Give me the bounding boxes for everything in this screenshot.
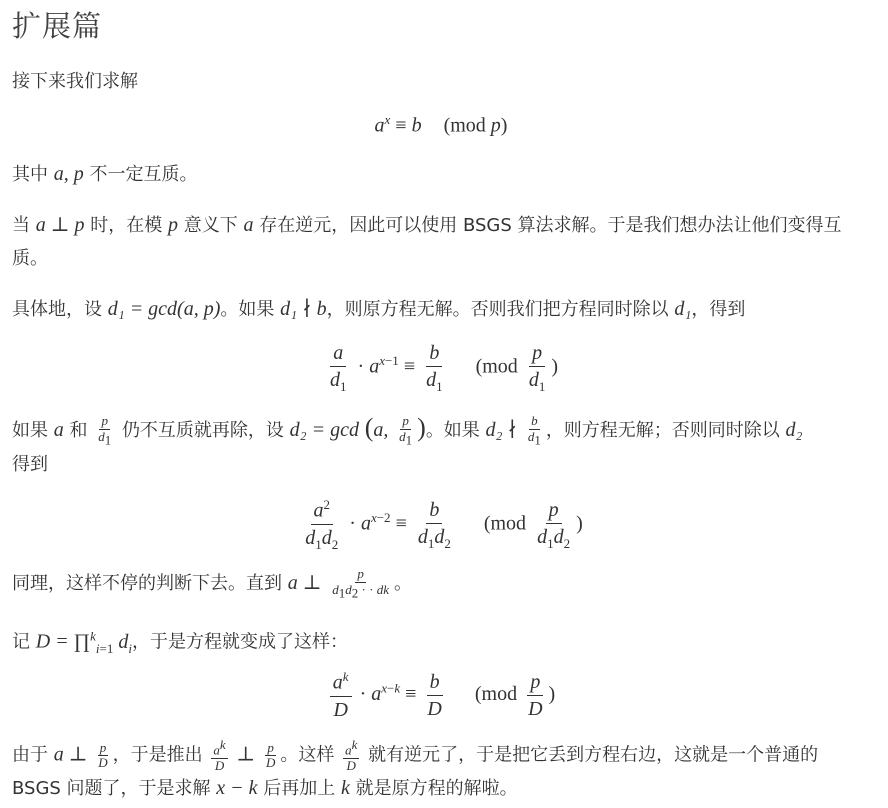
- paragraph-second-gcd: 如果 a 和 $\frac{p}{d_1}$ 仍不互质就再除，设 d₂ = gcd (a, $\frac{p}{d_1}$ )。如果 d₂ ∤ $\frac{b}{d_1}$ ，则方程无解；否则同时除以 d₂: [12, 413, 803, 448]
- section-heading: 扩展篇: [12, 9, 103, 43]
- paragraph-intro: 接下来我们求解: [12, 71, 138, 92]
- equation-step2: $\frac{a^2}{d_1d_2}$ · $a^{x-2}$ ≡ $\frac{b}{d_1d_2}$ (mod $\frac{p}{d_1d_2}$ ): [305, 497, 583, 552]
- equation-step1: $\frac{a}{d_1}$ · $a^{x-1}$ ≡ $\frac{b}{d_1}$ (mod $\frac{p}{d_1}$ ): [330, 342, 558, 394]
- paragraph-first-gcd: 具体地，设 d₁ = gcd(a, p)。如果 d₁ ∤ b，则原方程无解。否则我们把方程同时除以 d₁，得到: [12, 298, 746, 320]
- paragraph-conclusion: 由于 a ⊥ $\frac{p}{D}$ ，于是推出 $\frac{a^k}{D}$ ⊥ $\frac{p}{D}$ 。这样 $\frac{a^k}{D}$ 就有逆元了，于是把它丢到方程右边，这就是一个普通的 BSGS 问题了，于是求解 x − k 后再加上 k 就是原方程的解啦。: [12, 737, 819, 799]
- paragraph-repeat: 同理，这样不停的判断下去。直到 a ⊥ $\frac{p}{d_1d_2 \cdot \cdot dk}$ 。: [12, 566, 412, 601]
- paragraph-not-coprime: 其中 a, p 不一定互质。: [12, 163, 198, 185]
- equation-final: $\frac{a^k}{D}$ · $a^{x-k}$ ≡ $\frac{b}{D}$ (mod $\frac{p}{D}$ ): [12, 670, 870, 721]
- paragraph-second-gcd-tail: 得到: [12, 454, 48, 475]
- paragraph-define-D: 记 D = ∏$^k_{i=1}$ $d_i$，于是方程就变成了这样：: [12, 628, 349, 656]
- equation-main: $a^x \equiv b$ (mod p): [374, 112, 508, 137]
- paragraph-coprime-case: 当 a ⊥ p 时，在模 p 意义下 a 存在逆元，因此可以使用 BSGS 算法求解。于是我们想办法让他们变得互质。: [12, 214, 842, 269]
